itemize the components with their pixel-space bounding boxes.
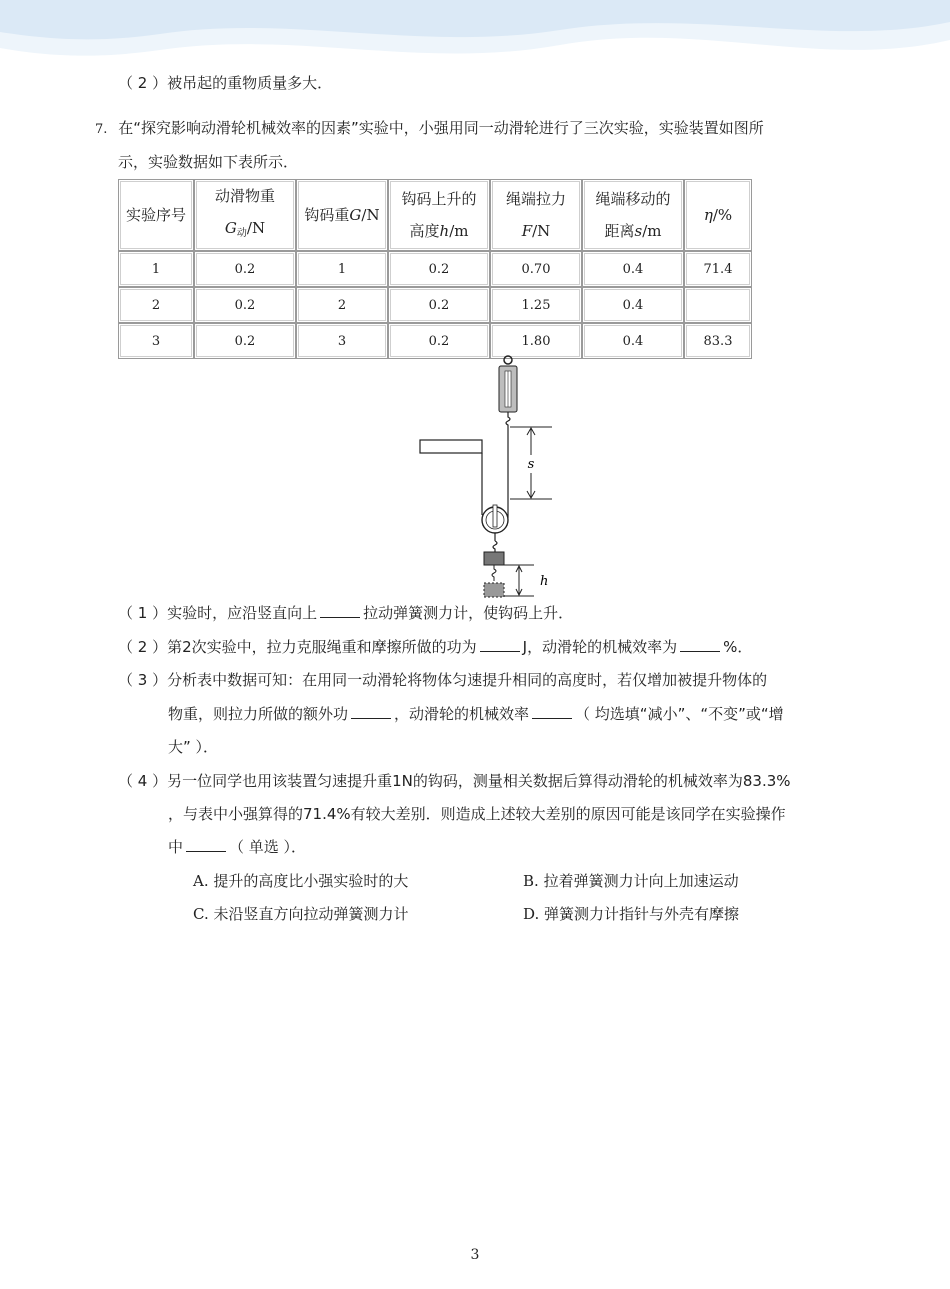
prev-text: 被吊起的重物质量多大． [167, 74, 333, 92]
table-header-row [118, 179, 752, 251]
option-key: A. [193, 872, 209, 890]
option-key: B. [523, 872, 539, 890]
sub2-text-b: J，动滑轮的机械效率为 [522, 638, 678, 656]
sub3-line-2c: （ 均选填“减小”、“不变”或“增 [575, 705, 784, 723]
table-cell [684, 287, 752, 323]
header-cell: 动滑物重 $G_动/N$ [194, 179, 296, 251]
sub3-label: （ 3 ） [118, 671, 168, 689]
header-cell: 钩码上升的 高度h/m [388, 179, 490, 251]
option-b[interactable] [523, 871, 739, 891]
option-text: 提升的高度比小强实验时的大 [213, 872, 409, 890]
option-text: 拉着弹簧测力计向上加速运动 [543, 872, 739, 890]
table-cell: 71.4 [684, 251, 752, 287]
sub2-label: （ 2 ） [118, 638, 168, 656]
question-number: 7. [95, 122, 108, 137]
answer-blank[interactable] [680, 637, 720, 652]
header-cell: 实验序号 [118, 179, 194, 251]
distance-s-indicator [510, 427, 552, 499]
label-s: s [527, 457, 535, 472]
table-row [118, 251, 752, 287]
sub1-text-b: 拉动弹簧测力计，使钩码上升． [363, 604, 574, 622]
sub4-line-2: ，与表中小强算得的71.4%有较大差别．则造成上述较大差别的原因可能是该同学在实验操作 [168, 805, 786, 823]
stem-line-1: 在“探究影响动滑轮机械效率的因素”实验中，小强用同一动滑轮进行了三次实验，实验装置如图所 [118, 119, 764, 137]
option-key: C. [193, 905, 209, 923]
header-cell: 绳端移动的 距离s/m [582, 179, 684, 251]
question-7-stem [95, 118, 764, 140]
answer-blank[interactable] [186, 837, 226, 852]
sub3-line-3: 大” ）． [168, 738, 219, 756]
hook-weight-lower-dashed [484, 583, 504, 597]
spring-scale-icon [499, 356, 517, 429]
sub4-line-3b: （ 单选 ）． [229, 838, 307, 856]
prev-label: （ 2 ） [118, 74, 168, 92]
table-cell: 1.80 [490, 323, 582, 359]
table-cell: 83.3 [684, 323, 752, 359]
sub4-line-3a: 中 [168, 838, 184, 856]
option-c[interactable] [193, 904, 409, 924]
option-key: D. [523, 905, 540, 923]
answer-blank[interactable] [532, 704, 572, 719]
table-cell: 0.2 [194, 323, 296, 359]
table-cell: 0.2 [194, 287, 296, 323]
sub3-line-2b: ，动滑轮的机械效率 [394, 705, 530, 723]
table-cell: 2 [118, 287, 194, 323]
table-cell: 3 [296, 323, 388, 359]
table-cell: 0.70 [490, 251, 582, 287]
table-cell: 0.2 [388, 287, 490, 323]
sub4-label: （ 4 ） [118, 772, 168, 790]
table-cell: 0.4 [582, 323, 684, 359]
subquestion-4-line-3 [168, 837, 306, 857]
label-h: h [540, 574, 549, 589]
option-text: 弹簧测力计指针与外壳有摩擦 [544, 905, 740, 923]
stem-line-2: 示，实验数据如下表所示． [118, 153, 299, 171]
sub3-line-1: 分析表中数据可知：在用同一动滑轮将物体匀速提升相同的高度时，若仅增加被提升物体的 [167, 671, 768, 689]
movable-pulley-icon [482, 505, 508, 552]
answer-blank[interactable] [320, 603, 360, 618]
support-bracket [420, 440, 482, 515]
table-cell: 1 [118, 251, 194, 287]
header-cell: 绳端拉力 F/N [490, 179, 582, 251]
sub1-label: （ 1 ） [118, 604, 168, 622]
option-d[interactable] [523, 904, 739, 924]
header-wave-decoration [0, 0, 950, 70]
header-cell: η/% [684, 179, 752, 251]
sub1-text-a: 实验时，应沿竖直向上 [167, 604, 318, 622]
table-cell: 0.4 [582, 287, 684, 323]
table-cell: 0.4 [582, 251, 684, 287]
table-cell: 1 [296, 251, 388, 287]
table-row [118, 287, 752, 323]
sub2-text-a: 第2次实验中，拉力克服绳重和摩擦所做的功为 [167, 638, 477, 656]
subquestion-3-line-2 [168, 704, 784, 724]
subquestion-4 [118, 771, 791, 791]
prev-subquestion [118, 73, 332, 93]
sub4-line-1: 另一位同学也用该装置匀速提升重1N的钩码，测量相关数据后算得动滑轮的机械效率为83.3% [167, 772, 791, 790]
table-cell: 3 [118, 323, 194, 359]
table-cell: 0.2 [388, 323, 490, 359]
option-text: 未沿竖直方向拉动弹簧测力计 [213, 905, 409, 923]
distance-h-indicator [504, 565, 548, 596]
table-row [118, 323, 752, 359]
experiment-table [118, 179, 752, 359]
subquestion-3 [118, 670, 767, 690]
hook-weight-upper [484, 552, 504, 581]
answer-blank[interactable] [351, 704, 391, 719]
table-cell: 2 [296, 287, 388, 323]
table-cell: 1.25 [490, 287, 582, 323]
option-a[interactable] [193, 871, 408, 891]
table-cell: 0.2 [194, 251, 296, 287]
answer-blank[interactable] [480, 637, 520, 652]
pulley-apparatus-diagram [410, 355, 560, 600]
header-cell: 钩码重G/N [296, 179, 388, 251]
sub2-text-c: %． [723, 638, 753, 656]
subquestion-2 [118, 637, 752, 657]
sub3-line-2a: 物重，则拉力所做的额外功 [168, 705, 349, 723]
subquestion-1 [118, 603, 573, 623]
table-cell: 0.2 [388, 251, 490, 287]
page-number: 3 [470, 1247, 480, 1263]
